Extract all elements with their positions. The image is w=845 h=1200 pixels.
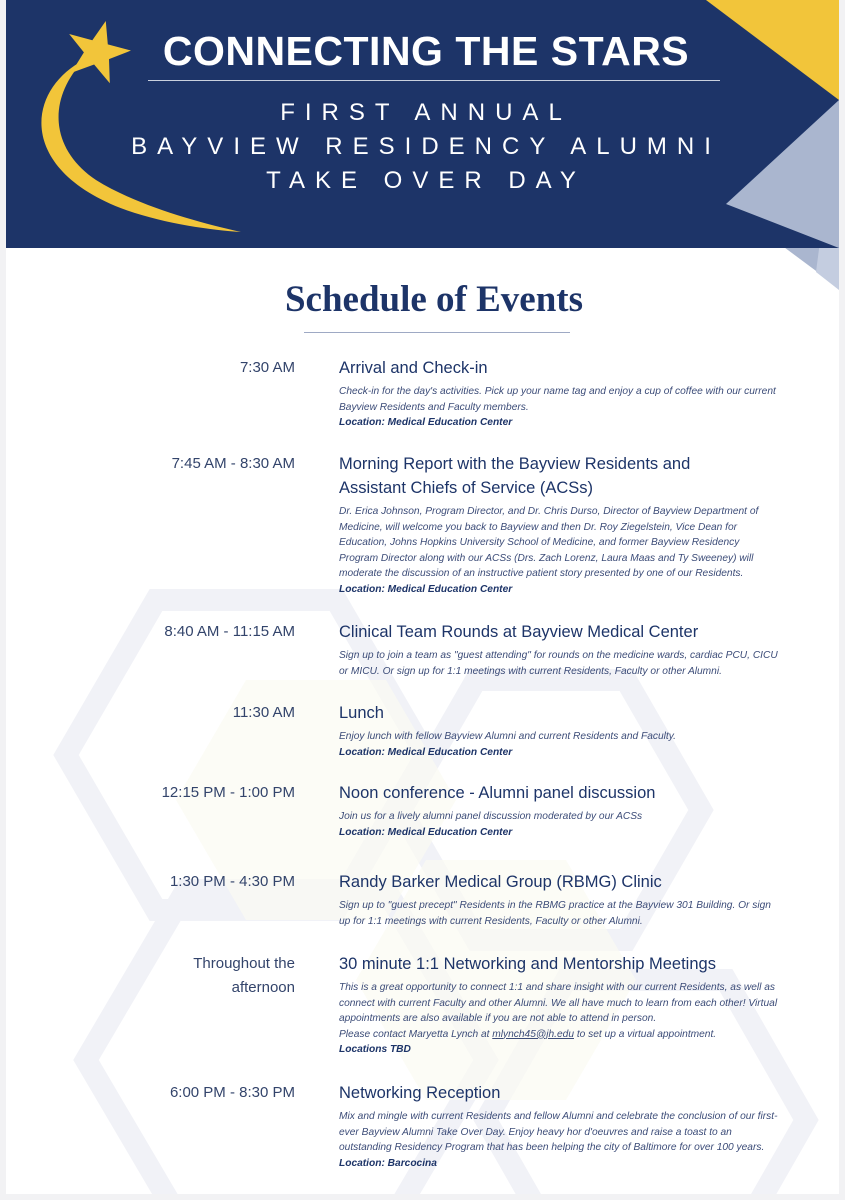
event-location: Location: Medical Education Center <box>339 583 513 595</box>
event-body <box>339 781 779 840</box>
event-time: 7:30 AM <box>239 359 295 376</box>
event-time: 7:45 AM - 8:30 AM <box>171 455 295 472</box>
event-time: 1:30 PM - 4:30 PM <box>169 873 295 890</box>
event-time: 8:40 AM - 11:15 AM <box>164 623 295 640</box>
event-time: 11:30 AM <box>232 704 295 721</box>
event-location: Location: Medical Education Center <box>339 417 513 428</box>
event-location: Location: Medical Education Center <box>339 746 513 758</box>
event-description-text: This is a great opportunity to connect 1:1 and share insight with our current Residents, as well as connect with current Faculty and other Alumni. We all have much to learn from each other! Virtual appointments are also available if you are not able to attend in person. <box>339 982 778 1024</box>
banner-title: CONNECTING THE STARS <box>162 28 690 74</box>
event-location: Locations TBD <box>339 1044 411 1055</box>
flyer-page <box>6 0 839 1194</box>
contact-suffix: to set up a virtual appointment. <box>573 1028 717 1040</box>
schedule-heading: Schedule of Events <box>284 279 584 320</box>
event-body <box>339 620 779 679</box>
banner-subtitle-line2: BAYVIEW RESIDENCY ALUMNI <box>131 133 721 160</box>
event-description <box>339 980 779 1042</box>
event-title: Morning Report with the Bayview Residents and Assistant Chiefs of Service (ACSs) <box>339 455 691 497</box>
event-description: Sign up to join a team as "guest attending" for rounds on the medicine wards, cardiac PCU, CICU or MICU. Or sign up for 1:1 meetings with current Residents, Faculty or other Alumni. <box>339 650 778 677</box>
event-description: Sign up to "guest precept" Residents in the RBMG practice at the Bayview 301 Building. Or sign up for 1:1 meetings with current Residents, Faculty or other Alumni. <box>339 900 771 927</box>
event-title: Networking Reception <box>339 1084 501 1102</box>
event-description: Check-in for the day's activities. Pick up your name tag and enjoy a cup of coffee with our current Bayview Residents and Faculty members. <box>339 386 776 413</box>
event-time: 6:00 PM - 8:30 PM <box>169 1084 295 1101</box>
heading-divider <box>304 332 570 333</box>
event-title: Lunch <box>339 704 384 722</box>
event-body <box>339 701 779 760</box>
event-body <box>339 870 779 929</box>
event-description: Join us for a lively alumni panel discussion moderated by our ACSs <box>339 811 643 822</box>
event-location: Location: Barcocina <box>339 1157 437 1169</box>
contact-prefix: Please contact Maryetta Lynch at <box>339 1028 493 1040</box>
event-title: Noon conference - Alumni panel discussion <box>339 784 656 802</box>
event-title: Randy Barker Medical Group (RBMG) Clinic <box>339 873 662 891</box>
event-body <box>339 356 779 431</box>
event-title: 30 minute 1:1 Networking and Mentorship Meetings <box>339 955 716 973</box>
event-body <box>339 452 771 597</box>
contact-email-link[interactable]: mlynch45@jh.edu <box>492 1028 574 1040</box>
event-description: Dr. Erica Johnson, Program Director, and Dr. Chris Durso, Director of Bayview Department of Medicine, will welcome you back to Bayview and then Dr. Roy Ziegelstein, Vice Dean for Education, Johns Hopkins University School of Medicine, and former Bayview Residency Program Director along with our ACSs (Drs. Zach Lorenz, Laura Maas and Ty Sweeney) will moderate the discussion of an instructive patient story presented by one of our Residents. <box>339 506 759 579</box>
title-divider <box>148 80 720 81</box>
event-location: Location: Medical Education Center <box>339 826 513 838</box>
event-title: Clinical Team Rounds at Bayview Medical Center <box>339 623 699 641</box>
event-time: 12:15 PM - 1:00 PM <box>161 784 295 801</box>
event-description: Enjoy lunch with fellow Bayview Alumni and current Residents and Faculty. <box>339 731 676 742</box>
banner-subtitle-line3: TAKE OVER DAY <box>266 167 586 194</box>
event-description: Mix and mingle with current Residents and fellow Alumni and celebrate the conclusion of our first-ever Bayview Alumni Take Over Day. Enjoy heavy hor d'oeuvres and raise a toast to an outstanding Residency Program that has been helping the city of Baltimore for over 100 years. <box>339 1111 778 1153</box>
event-body <box>339 952 779 1058</box>
event-body <box>339 1081 779 1171</box>
event-title: Arrival and Check-in <box>339 359 488 377</box>
banner-subtitle-line1: FIRST ANNUAL <box>280 99 572 126</box>
event-time: Throughout the afternoon <box>193 955 295 996</box>
header-banner <box>6 0 839 248</box>
